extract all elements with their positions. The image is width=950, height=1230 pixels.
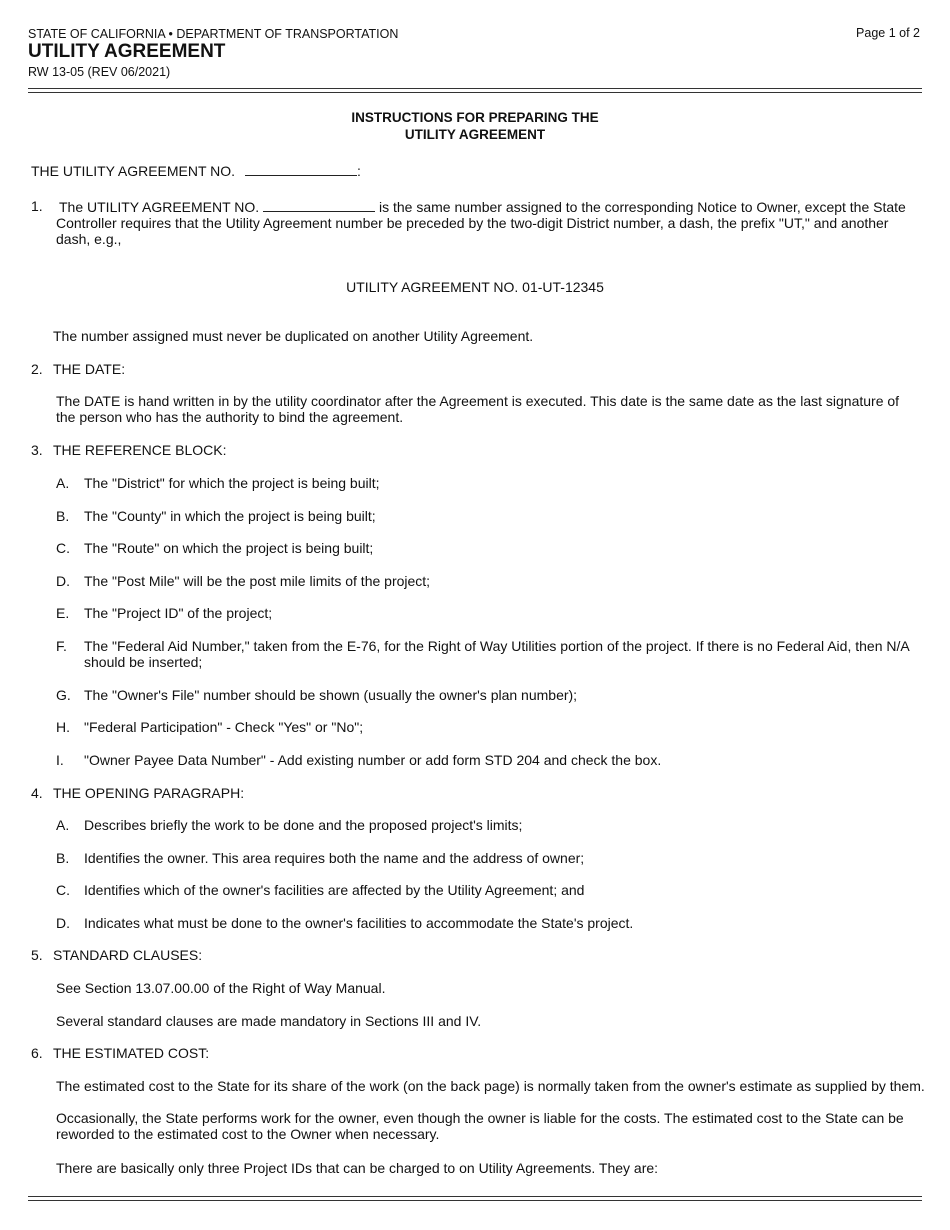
section-5-paragraph-1: See Section 13.07.00.00 of the Right of Way Manual. (56, 980, 386, 996)
header-divider-top (28, 88, 922, 89)
section-4-heading: THE OPENING PARAGRAPH: (53, 785, 245, 801)
ref-item-text: The "County" in which the project is being built; (84, 508, 376, 524)
section-1-note: The number assigned must never be duplicated on another Utility Agreement. (53, 328, 534, 344)
section-6-heading: THE ESTIMATED COST: (53, 1045, 210, 1061)
ref-item-text: The "Route" on which the project is being built; (84, 540, 374, 556)
ref-item-text: The "Post Mile" will be the post mile limits of the project; (84, 573, 431, 589)
agreement-no-blank (245, 162, 357, 176)
section-5-heading: STANDARD CLAUSES: (53, 947, 203, 963)
section-4-number: 4. (31, 785, 43, 801)
agency-name: STATE OF CALIFORNIA • DEPARTMENT OF TRANSPORTATION (28, 27, 399, 41)
section-3-number: 3. (31, 442, 43, 458)
example-agreement-no: UTILITY AGREEMENT NO. 01-UT-12345 (346, 279, 604, 295)
section-5-paragraph-2: Several standard clauses are made mandatory in Sections III and IV. (56, 1013, 482, 1029)
ref-item-letter: F. (56, 638, 67, 654)
section-6-paragraph-2: Occasionally, the State performs work for the owner, even though the owner is liable for the costs. The estimated cost to the State can be reworded to the estimated cost to the Owner when necessary. (56, 1110, 904, 1142)
agreement-no-line (31, 162, 361, 179)
section-3-heading: THE REFERENCE BLOCK: (53, 442, 227, 458)
ref-item-letter: H. (56, 719, 70, 735)
ref-item-text: "Owner Payee Data Number" - Add existing number or add form STD 204 and check the box. (84, 752, 662, 768)
ref-item-letter: A. (56, 475, 70, 491)
section-6-paragraph-1: The estimated cost to the State for its share of the work (on the back page) is normally taken from the owner's estimate as supplied by them. (56, 1078, 925, 1094)
instructions-title-line2: UTILITY AGREEMENT (404, 126, 546, 142)
section-1-blank (263, 198, 375, 212)
ref-item-text: The "Project ID" of the project; (84, 605, 273, 621)
section-1-number: 1. (31, 198, 43, 214)
section-1-text-before: The UTILITY AGREEMENT NO. (59, 199, 260, 215)
ref-item-letter: B. (56, 508, 70, 524)
form-number: RW 13-05 (REV 06/2021) (28, 65, 171, 79)
ref-item-text: "Federal Participation" - Check "Yes" or "No"; (84, 719, 364, 735)
opening-item-letter: C. (56, 882, 70, 898)
section-6-number: 6. (31, 1045, 43, 1061)
opening-item-letter: B. (56, 850, 70, 866)
instructions-title-line1: INSTRUCTIONS FOR PREPARING THE (351, 110, 599, 125)
opening-item-letter: A. (56, 817, 70, 833)
opening-item-text: Identifies the owner. This area requires both the name and the address of owner; (84, 850, 585, 866)
agreement-no-colon: : (356, 163, 361, 179)
header-divider-bottom (28, 92, 922, 93)
section-2-heading: THE DATE: (53, 361, 126, 377)
section-1-text (56, 198, 918, 247)
ref-item-letter: D. (56, 573, 70, 589)
form-title: UTILITY AGREEMENT (28, 41, 226, 62)
ref-item-text: The "District" for which the project is being built; (84, 475, 380, 491)
section-2-number: 2. (31, 361, 43, 377)
ref-item-letter: I. (56, 752, 64, 768)
ref-item-text: The "Federal Aid Number," taken from the E-76, for the Right of Way Utilities portion of the project. If there is no Federal Aid, then N/A should be inserted; (84, 638, 909, 670)
ref-item-text: The "Owner's File" number should be shown (usually the owner's plan number); (84, 687, 578, 703)
instructions-title (0, 110, 950, 143)
agreement-no-label: THE UTILITY AGREEMENT NO. (31, 163, 236, 179)
section-6-paragraph-3: There are basically only three Project IDs that can be charged to on Utility Agreements. They are: (56, 1160, 659, 1176)
opening-item-text: Indicates what must be done to the owner's facilities to accommodate the State's project. (84, 915, 634, 931)
opening-item-text: Identifies which of the owner's facilities are affected by the Utility Agreement; and (84, 882, 585, 898)
opening-item-letter: D. (56, 915, 70, 931)
section-1-text-after: is the same number assigned to the corresponding Notice to Owner, except the State Controller requires that the Utility Agreement number be preceded by the two-digit District number, a dash, the prefix "UT," and another dash, e.g., (56, 199, 906, 247)
page-indicator: Page 1 of 2 (856, 26, 920, 40)
section-5-number: 5. (31, 947, 43, 963)
ref-item-letter: C. (56, 540, 70, 556)
ref-item-letter: G. (56, 687, 71, 703)
footer-divider-top (28, 1196, 922, 1197)
ref-item-letter: E. (56, 605, 70, 621)
section-2-text: The DATE is hand written in by the utility coordinator after the Agreement is executed. This date is the same date as the last signature of the person who has the authority to bind the agreement. (56, 393, 900, 425)
footer-divider-bottom (28, 1200, 922, 1201)
opening-item-text: Describes briefly the work to be done and the proposed project's limits; (84, 817, 523, 833)
